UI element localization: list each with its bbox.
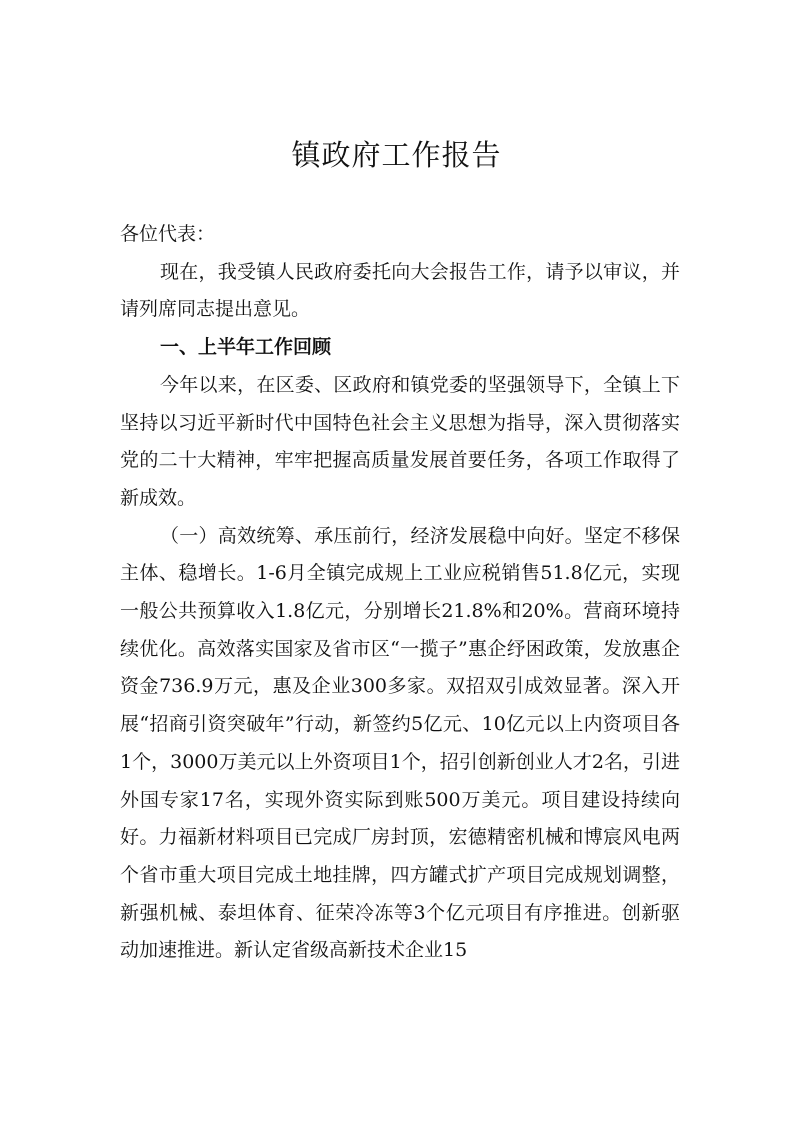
subsection-paragraph: （一）高效统筹、承压前行，经济发展稳中向好。坚定不移保主体、稳增长。1-6月全镇完成规上工业应税销售51.8亿元，实现一般公共预算收入1.8亿元，分别增长21.8%和20%。营商环境持续优化。高效落实国家及省市区“一揽子”惠企纾困政策，发放惠企资金736.9万元，惠及企业300多家。双招双引成效显著。深入开展“招商引资突破年”行动，新签约5亿元、10亿元以上内资项目各1个，3000万美元以上外资项目1个，招引创新创业人才2名，引进外国专家17名，实现外资实际到账500万美元。项目建设持续向好。力福新材料项目已完成厂房封顶，宏德精密机械和博宸风电两个省市重大项目完成土地挂牌，四方罐式扩产项目完成规划调整，新强机械、泰坦体育、征荣冷冻等3个亿元项目有序推进。创新驱动加速推进。新认定省级高新技术企业15 xyxy=(120,524,680,962)
section-intro-paragraph: 今年以来，在区委、区政府和镇党委的坚强领导下，全镇上下坚持以习近平新时代中国特色社会主义思想为指导，深入贯彻落实党的二十大精神，牢牢把握高质量发展首要任务，各项工作取得了新成效。 xyxy=(120,373,680,509)
document-title: 镇政府工作报告 xyxy=(291,138,502,172)
salutation: 各位代表： xyxy=(120,223,216,245)
document-body xyxy=(120,216,680,970)
intro-paragraph: 现在，我受镇人民政府委托向大会报告工作，请予以审议，并请列席同志提出意见。 xyxy=(120,260,680,321)
section-heading: 一、上半年工作回顾 xyxy=(160,336,332,359)
